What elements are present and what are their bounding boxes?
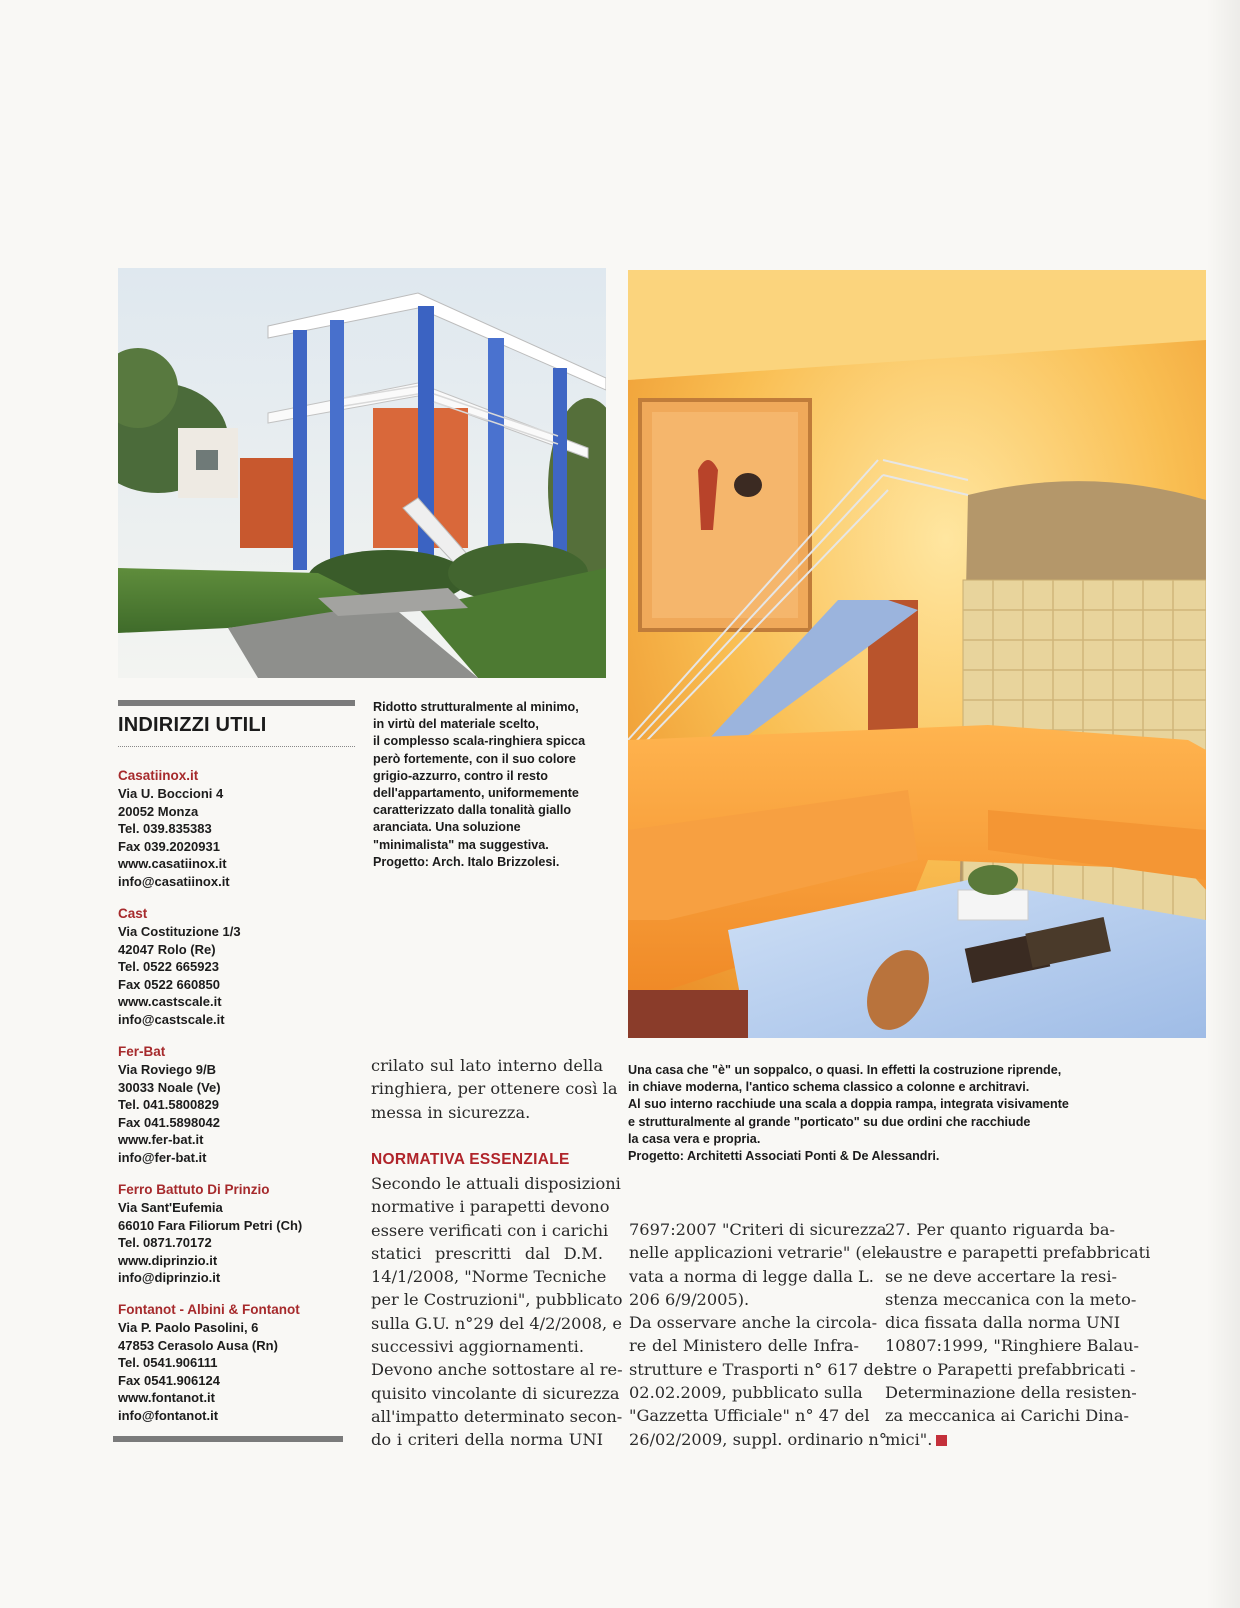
body-column-3 [885, 1218, 1151, 1451]
body-text-line: stre o Parapetti prefabbricati - [885, 1359, 1136, 1379]
caption-line: "minimalista" ma suggestiva. [373, 837, 549, 852]
body-text-line: crilato sul lato interno della [371, 1056, 603, 1075]
caption-line: in chiave moderna, l'antico schema classico a colonne e architravi. [628, 1080, 1030, 1095]
sidebar-title: INDIRIZZI UTILI [118, 714, 267, 736]
address-line: www.castscale.it [118, 994, 222, 1010]
body-text-line: mici". [885, 1429, 933, 1449]
caption-line: il complesso scala-ringhiera spicca [373, 734, 586, 749]
address-line: Via Roviego 9/B [118, 1062, 217, 1077]
body-text-line: nelle applicazioni vetrarie" (ele- [629, 1243, 892, 1263]
body-text-line: 27. Per quanto riguarda ba- [885, 1220, 1115, 1239]
body-text-line: 26/02/2009, suppl. ordinario n° [629, 1429, 887, 1449]
caption-line: però fortemente, con il suo colore [373, 751, 576, 766]
house-exterior-photo [118, 268, 606, 678]
body-text-line: 10807:1999, "Ringhiere Balau- [885, 1336, 1139, 1356]
address-line: Via P. Paolo Pasolini, 6 [118, 1320, 259, 1335]
body-text-line: 14/1/2008, "Norme Tecniche [371, 1267, 607, 1287]
address-line: Tel. 041.5800829 [118, 1097, 219, 1113]
caption-line: in virtù del materiale scelto, [373, 717, 539, 732]
body-text-line: dica fissata dalla norma UNI [885, 1313, 1121, 1333]
body-text-line: messa in sicurezza. [371, 1102, 531, 1122]
address-line: Via U. Boccioni 4 [118, 786, 224, 801]
address-entry-cast [118, 905, 358, 1029]
body-column-1-top [371, 1054, 618, 1124]
caption-line: aranciata. Una soluzione [373, 820, 521, 835]
body-text-line: per le Costruzioni", pubblicato [371, 1290, 623, 1310]
address-line: Tel. 0522 665923 [118, 959, 219, 975]
address-entry-fer-bat [118, 1043, 358, 1167]
body-text-line: essere verificati con i carichi [371, 1220, 609, 1240]
address-line: 66010 Fara Filiorum Petri (Ch) [118, 1217, 303, 1233]
caption-line: Progetto: Arch. Italo Brizzolesi. [373, 854, 560, 869]
address-line: 47853 Cerasolo Ausa (Rn) [118, 1337, 278, 1353]
address-line: Fax 0522 660850 [118, 976, 220, 992]
address-line: www.diprinzio.it [118, 1252, 218, 1268]
body-text-line: "Gazzetta Ufficiale" n° 47 del [629, 1406, 870, 1426]
address-entry-casatiinox [118, 767, 358, 891]
address-line: www.casatiinox.it [118, 856, 227, 872]
caption-line: Una casa che "è" un soppalco, o quasi. In effetti la costruzione riprende, [628, 1063, 1062, 1077]
address-entry-fontanot [118, 1301, 358, 1425]
address-line: Fax 0541.906124 [118, 1372, 220, 1388]
body-text-line: vata a norma di legge dalla L. [629, 1266, 874, 1286]
body-text-line: za meccanica ai Carichi Dina- [885, 1406, 1129, 1426]
body-text-line: 7697:2007 "Criteri di sicurezza [629, 1220, 887, 1239]
address-line: Fax 041.5898042 [118, 1114, 220, 1130]
address-line: Tel. 039.835383 [118, 821, 212, 837]
end-of-article-mark [936, 1435, 947, 1446]
caption-line: Ridotto strutturalmente al minimo, [373, 700, 579, 714]
address-entry-name: Casatiinox.it [118, 768, 199, 783]
body-text-line: 02.02.2009, pubblicato sulla [629, 1383, 863, 1403]
sidebar-bottom-rule [113, 1436, 343, 1442]
body-text-line: quisito vincolante di sicurezza [371, 1383, 620, 1403]
caption-line: la casa vera e propria. [628, 1131, 761, 1146]
address-entry-name: Fer-Bat [118, 1044, 166, 1059]
body-text-line: statici prescritti dal D.M. [371, 1243, 603, 1263]
address-line: www.fontanot.it [118, 1390, 215, 1406]
body-text-line: se ne deve accertare la resi- [885, 1266, 1117, 1286]
body-text-line: re del Ministero delle Infra- [629, 1336, 859, 1356]
interior-living-room-photo [628, 270, 1206, 1038]
address-entry-di-prinzio [118, 1181, 358, 1287]
address-entry-name: Fontanot - Albini & Fontanot [118, 1302, 300, 1317]
house-photo-caption [373, 699, 603, 871]
body-text-line: all'impatto determinato secon- [371, 1406, 623, 1426]
body-text-line: laustre e parapetti prefabbricati [885, 1243, 1151, 1263]
body-text-line: normative i parapetti devono [371, 1197, 610, 1217]
body-column-2 [629, 1218, 892, 1451]
address-entry-name: Cast [118, 906, 148, 921]
caption-line: Al suo interno racchiude una scala a doppia rampa, integrata visivamente [628, 1097, 1069, 1112]
address-line: info@casatiinox.it [118, 873, 230, 889]
body-text-line: do i criteri della norma UNI [371, 1430, 603, 1450]
body-text-line: strutture e Trasporti n° 617 del [629, 1359, 889, 1379]
body-text-line: Determinazione della resisten- [885, 1383, 1137, 1403]
caption-line: dell'appartamento, uniformemente [373, 786, 579, 801]
caption-line: e strutturalmente al grande "porticato" su due ordini che racchiude [628, 1114, 1031, 1129]
caption-line: Progetto: Architetti Associati Ponti & De Alessandri. [628, 1149, 940, 1164]
address-line: info@castscale.it [118, 1011, 225, 1027]
address-entry-name: Ferro Battuto Di Prinzio [118, 1182, 270, 1197]
sidebar-top-rule [118, 700, 355, 706]
caption-line: grigio-azzurro, contro il resto [373, 768, 548, 783]
body-text-line: successivi aggiornamenti. [371, 1337, 584, 1357]
caption-line: caratterizzato dalla tonalità giallo [373, 803, 572, 818]
address-line: 42047 Rolo (Re) [118, 941, 216, 957]
body-text-line: 206 6/9/2005). [629, 1289, 750, 1309]
address-line: info@diprinzio.it [118, 1270, 221, 1286]
address-line: Via Costituzione 1/3 [118, 924, 241, 939]
page-edge-shadow [1206, 0, 1240, 1608]
body-text-line: Devono anche sottostare al re- [371, 1360, 623, 1380]
address-line: Fax 039.2020931 [118, 838, 220, 854]
address-line: info@fer-bat.it [118, 1149, 207, 1165]
body-text-line-final [885, 1428, 1115, 1451]
section-heading: NORMATIVA ESSENZIALE [371, 1151, 570, 1168]
interior-photo-caption [628, 1062, 1088, 1165]
address-line: info@fontanot.it [118, 1407, 219, 1423]
address-line: Tel. 0541.906111 [118, 1355, 218, 1371]
body-text-line: Secondo le attuali disposizioni [371, 1174, 621, 1193]
address-line: www.fer-bat.it [118, 1132, 204, 1148]
address-line: Via Sant'Eufemia [118, 1200, 223, 1215]
address-line: Tel. 0871.70172 [118, 1235, 212, 1251]
address-line: 20052 Monza [118, 803, 199, 819]
body-text-line: stenza meccanica con la meto- [885, 1289, 1137, 1309]
body-text-line: sulla G.U. n°29 del 4/2/2008, e [371, 1313, 622, 1333]
address-line: 30033 Noale (Ve) [118, 1079, 221, 1095]
sidebar-title-divider [118, 746, 355, 747]
body-column-1 [371, 1172, 623, 1452]
body-text-line: Da osservare anche la circola- [629, 1313, 878, 1333]
body-text-line: ringhiera, per ottenere così la [371, 1079, 618, 1099]
